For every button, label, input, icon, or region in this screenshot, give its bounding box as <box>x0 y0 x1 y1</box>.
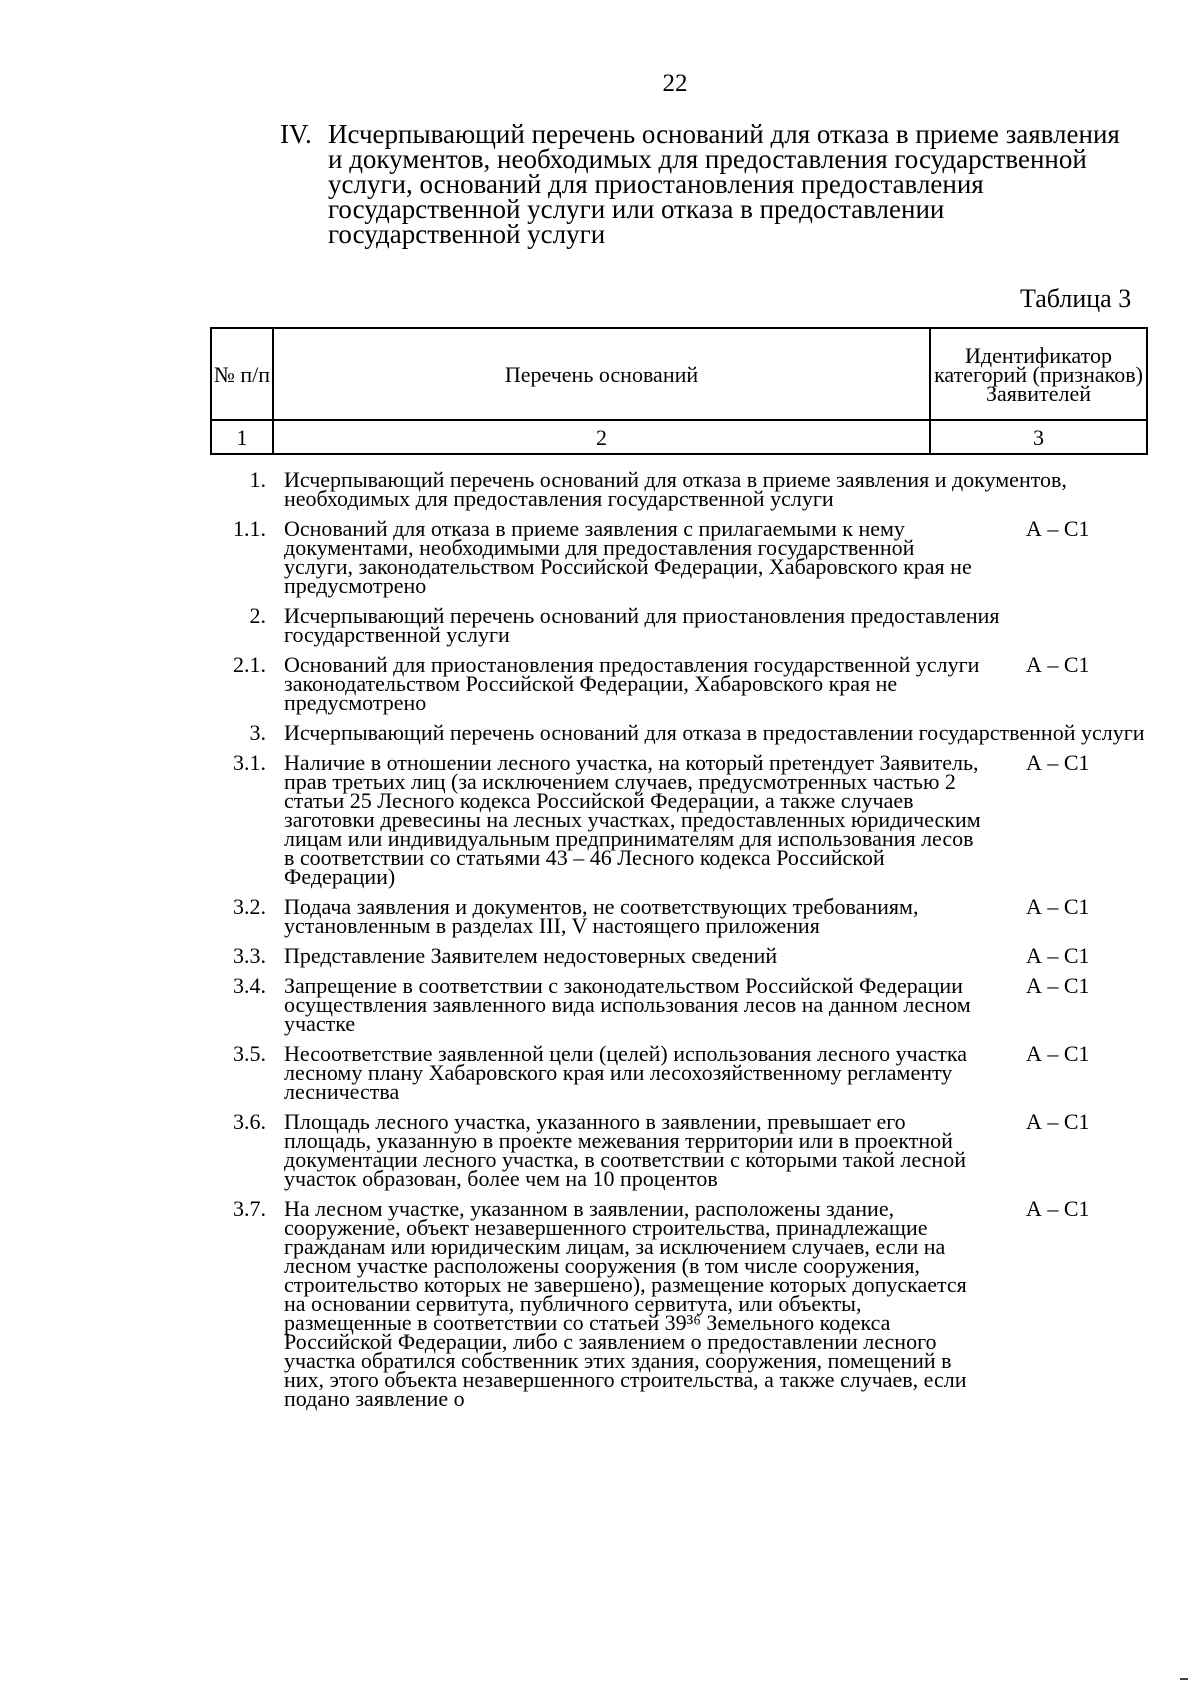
row-text: Запрещение в соответствии с законодательством Российской Федерации осуществления заявленного вида использования лесов на данном лесном участке <box>284 973 971 1036</box>
row-text: Несоответствие заявленной цели (целей) использования лесного участка лесному плану Хабаровского края или лесохозяйственному регламенту лесничества <box>284 1041 967 1104</box>
table-row <box>210 467 1150 511</box>
row-text: Подача заявления и документов, не соответствующих требованиям, установленным в разделах III, V настоящего приложения <box>284 894 919 938</box>
row-number: 2.1. <box>233 652 266 677</box>
row-code: А – С1 <box>1026 1041 1090 1066</box>
page-number: 22 <box>662 70 688 97</box>
row-text: Исчерпывающий перечень оснований для приостановления предоставления государственной услуги <box>284 603 1000 647</box>
scan-edge-mark <box>1180 1678 1188 1680</box>
table-row <box>210 652 1150 715</box>
row-text: Оснований для приостановления предоставления государственной услуги законодательством Российской Федерации, Хабаровского края не предусмотрено <box>284 652 980 715</box>
section-title: Исчерпывающий перечень оснований для отказа в приеме заявления и документов, необходимых для предоставления государственной услуги, оснований для приостановления предоставления государственной услуги или отказа в предоставлении государственной услуги <box>328 119 1120 249</box>
row-number: 3.3. <box>233 943 266 968</box>
row-number: 3.1. <box>233 750 266 775</box>
row-code: А – С1 <box>1026 750 1090 775</box>
row-number: 3.5. <box>233 1041 266 1066</box>
row-text: Площадь лесного участка, указанного в заявлении, превышает его площадь, указанную в проекте межевания территории или в проектной документации лесного участка, в соответствии с которыми такой лесной участок образован, более чем на 10 процентов <box>284 1109 966 1191</box>
row-text: Представление Заявителем недостоверных сведений <box>284 943 778 968</box>
row-code: А – С1 <box>1026 943 1090 968</box>
header-index-1: 1 <box>211 420 273 454</box>
row-number: 3.2. <box>233 894 266 919</box>
header-index-3: 3 <box>930 420 1147 454</box>
section-heading <box>280 119 1180 249</box>
header-cell-number: № п/п <box>211 328 273 420</box>
header-cell-identifier: Идентификатор категорий (признаков) Заявителей <box>930 328 1147 420</box>
row-text: Исчерпывающий перечень оснований для отказа в приеме заявления и документов, необходимых для предоставления государственной услуги <box>284 467 1067 511</box>
table-header <box>210 327 1148 455</box>
row-code: А – С1 <box>1026 516 1090 541</box>
row-text: Исчерпывающий перечень оснований для отказа в предоставлении государственной услуги <box>284 720 1145 745</box>
table-row <box>210 1109 1150 1191</box>
row-code: А – С1 <box>1026 894 1090 919</box>
table-caption: Таблица 3 <box>1020 284 1132 313</box>
row-text: Оснований для отказа в приеме заявления с прилагаемыми к нему документами, необходимыми для предоставления государственной услуги, законодательством Российской Федерации, Хабаровского края не предусмотрено <box>284 516 972 598</box>
row-code: А – С1 <box>1026 652 1090 677</box>
row-code: А – С1 <box>1026 1196 1090 1221</box>
table-row <box>210 1196 1150 1411</box>
row-code: А – С1 <box>1026 1109 1090 1134</box>
table-row <box>210 1041 1150 1104</box>
table-row <box>210 516 1150 598</box>
row-number: 1. <box>249 467 266 492</box>
header-index-2: 2 <box>273 420 930 454</box>
row-number: 3. <box>249 720 266 745</box>
row-number: 3.7. <box>233 1196 266 1221</box>
table-row <box>210 973 1150 1036</box>
table-row <box>210 943 1150 968</box>
row-code: А – С1 <box>1026 973 1090 998</box>
header-cell-reasons: Перечень оснований <box>273 328 930 420</box>
table-body <box>210 467 1150 1419</box>
row-number: 3.4. <box>233 973 266 998</box>
row-text: На лесном участке, указанном в заявлении, расположены здание, сооружение, объект незавершенного строительства, принадлежащие гражданам или юридическим лицам, за исключением случаев, если на лесном участке расположены сооружения (в том числе сооружения, строительство которых не завершено), размещение которых допускается на основании сервитута, публичного сервитута, или объекты, размещенные в соответствии со статьей 39³⁶ Земельного кодекса Российской Федерации, либо с заявлением о предоставлении лесного участка обратился собственник этих здания, сооружения, помещений в них, этого объекта незавершенного строительства, а также случаев, если подано заявление о <box>284 1196 967 1411</box>
table-row <box>210 750 1150 889</box>
row-number: 3.6. <box>233 1109 266 1134</box>
row-text: Наличие в отношении лесного участка, на который претендует Заявитель, прав третьих лиц (за исключением случаев, предусмотренных частью 2 статьи 25 Лесного кодекса Российской Федерации, а также случаев заготовки древесины на лесных участках, предоставленных юридическим лицам или индивидуальным предпринимателям для использования лесов в соответствии со статьями 43 – 46 Лесного кодекса Российской Федерации) <box>284 750 981 889</box>
table-row <box>210 603 1150 647</box>
row-number: 2. <box>249 603 266 628</box>
table-row <box>210 894 1150 938</box>
table-row <box>210 720 1150 745</box>
section-number: IV. <box>280 119 312 149</box>
row-number: 1.1. <box>233 516 266 541</box>
